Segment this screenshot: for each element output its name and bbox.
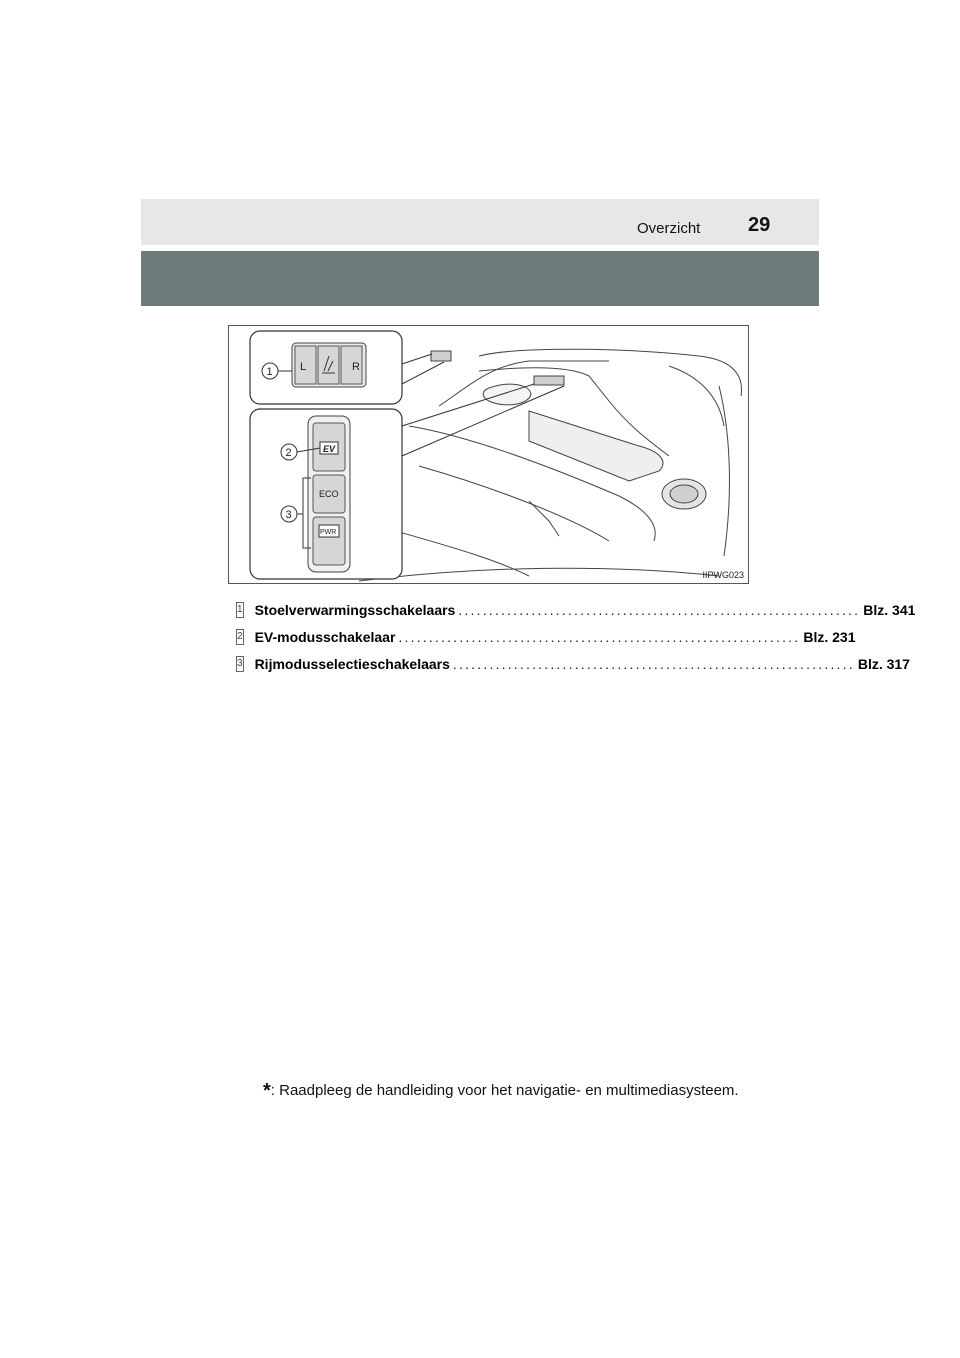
console-illustration [228,325,749,584]
item-label: Rijmodusselectieschakelaars [254,655,450,672]
console-drawing [229,326,750,585]
switch-label-pwr: PWR [320,529,337,536]
figure-code: IIPWG023 [702,570,744,580]
callout-3: 3 [285,509,292,521]
footnote-text: : Raadpleeg de handleiding voor het navigatie- en multimediasysteem. [270,1082,739,1099]
footnote [263,1080,739,1103]
switch-label-right: R [352,361,360,373]
list-item [236,623,856,650]
list-item [236,650,910,677]
item-label: EV-modusschakelaar [254,628,396,645]
switch-label-eco: ECO [319,489,339,499]
switch-label-ev: EV [323,444,336,454]
section-band [141,251,819,306]
item-number: 3 [236,656,244,672]
item-page-ref[interactable]: Blz. 231 [803,628,856,645]
item-page-ref[interactable]: Blz. 317 [857,655,910,672]
leader-dots: .................................................................. [452,655,855,672]
callout-1: 1 [266,366,273,378]
switch-label-left: L [300,361,307,373]
leader-dots: .................................................................. [458,601,861,618]
footnote-marker: * [263,1080,271,1102]
item-number: 2 [236,629,244,645]
header-band [141,199,819,245]
item-label: Stoelverwarmingsschakelaars [254,601,456,618]
section-title: Overzicht [637,220,701,237]
leader-dots: .................................................................. [398,628,801,645]
item-page-ref[interactable]: Blz. 341 [863,601,916,618]
item-list [236,596,916,677]
item-number: 1 [236,602,244,618]
page-number: 29 [748,214,771,236]
list-item [236,596,916,623]
callout-2: 2 [285,447,292,459]
